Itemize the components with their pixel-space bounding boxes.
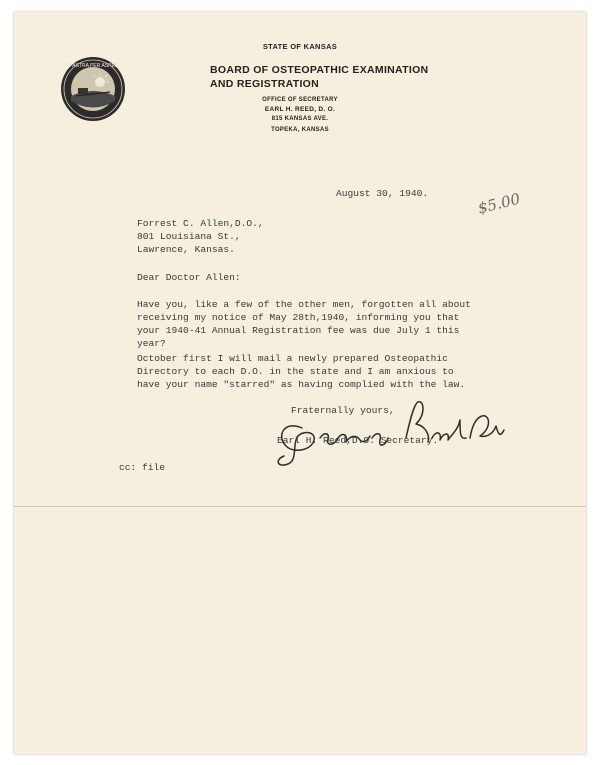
letterhead-secretary: EARL H. REED, D. O. bbox=[264, 106, 336, 113]
cc-line: cc: file bbox=[119, 462, 166, 473]
letter-date: August 30, 1940. bbox=[336, 188, 429, 199]
svg-text:Earl H Reed D.O.: Earl H Reed D.O. bbox=[334, 426, 381, 432]
handwritten-signature bbox=[254, 380, 514, 470]
paragraph-line: October first I will mail a newly prepared Osteopathic bbox=[137, 353, 448, 364]
letterhead-address: 815 KANSAS AVE. bbox=[271, 116, 329, 122]
paragraph-line: Have you, like a few of the other men, forgotten all about bbox=[137, 299, 471, 310]
paragraph-line: receiving my notice of May 28th,1940, informing you that bbox=[137, 312, 460, 323]
recipient-line: Lawrence, Kansas. bbox=[137, 244, 235, 255]
closing: Fraternally yours, bbox=[291, 405, 395, 416]
letterhead-board-line2: AND REGISTRATION bbox=[210, 78, 320, 90]
letterhead-board-line1: BOARD OF OSTEOPATHIC EXAMINATION bbox=[210, 64, 429, 76]
svg-text:AD ASTRA PER ASPERA: AD ASTRA PER ASPERA bbox=[64, 63, 122, 69]
signature-block: Earl H. Reed,D.O. Secretary. bbox=[277, 435, 439, 446]
fee-annotation: $5.00 bbox=[476, 189, 523, 218]
letterhead-state: STATE OF KANSAS bbox=[262, 42, 338, 51]
letterhead-office: OFFICE OF SECRETARY bbox=[262, 97, 338, 103]
paragraph-line: year? bbox=[137, 338, 166, 349]
paragraph-line: your 1940-41 Annual Registration fee was due July 1 this bbox=[137, 325, 460, 336]
letterhead-city: TOPEKA, KANSAS bbox=[271, 127, 329, 133]
recipient-line: 801 Louisiana St., bbox=[137, 231, 241, 242]
salutation: Dear Doctor Allen: bbox=[137, 272, 241, 283]
paragraph-line: have your name "starred" as having complied with the law. bbox=[137, 379, 466, 390]
letter-paper bbox=[14, 12, 586, 754]
paragraph-line: Directory to each D.O. in the state and I am anxious to bbox=[137, 366, 454, 377]
fold-crease bbox=[14, 506, 586, 507]
recipient-line: Forrest C. Allen,D.O., bbox=[137, 218, 264, 229]
